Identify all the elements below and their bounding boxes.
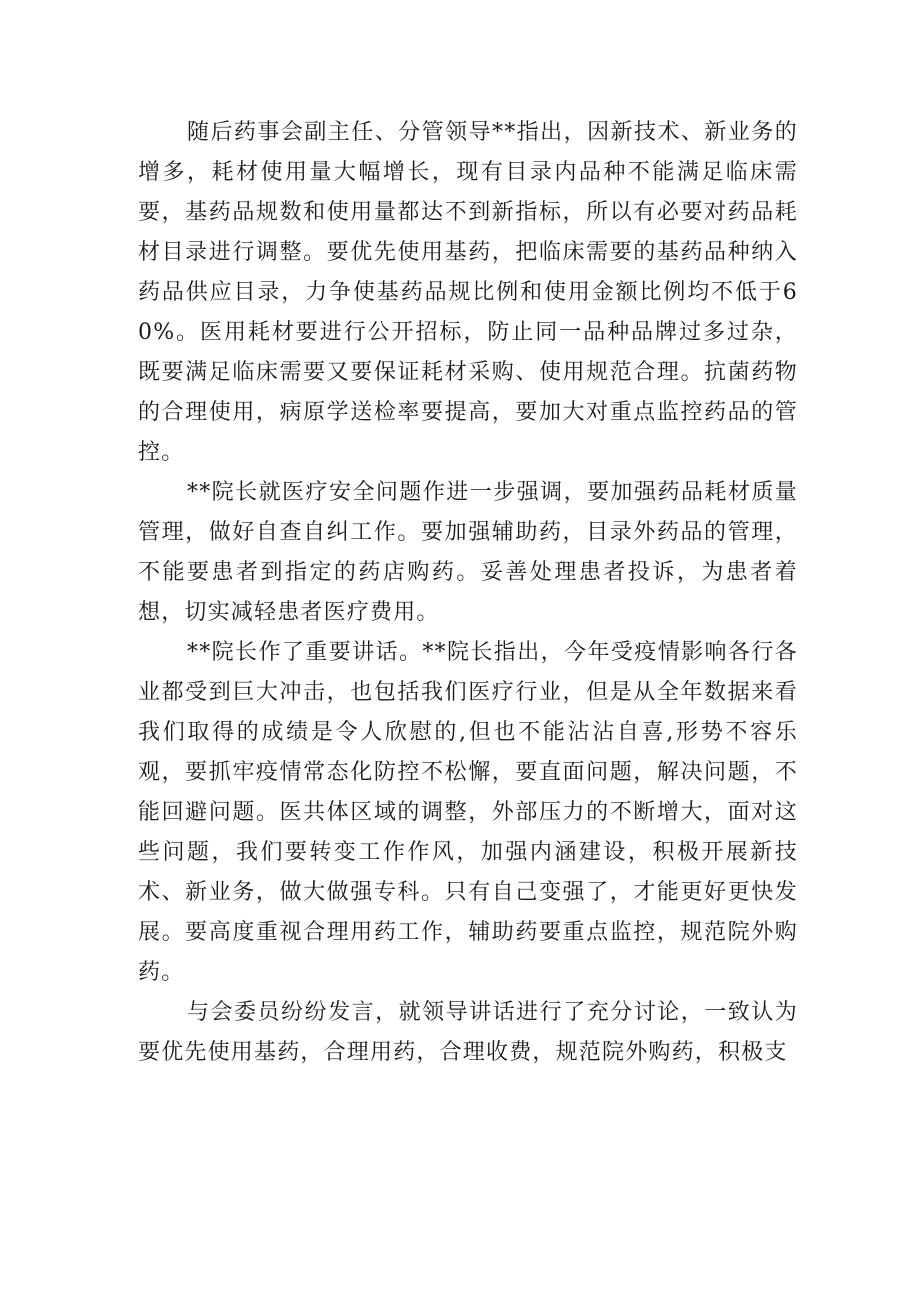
paragraph-medical-safety: **院长就医疗安全问题作进一步强调，要加强药品耗材质量管理，做好自查自纠工作。要加强辅助药，目录外药品的管理，不能要患者到指定的药店购药。妥善处理患者投诉，为患者着想，切实减轻患者医疗费用。 (138, 480, 798, 625)
paragraph-director-speech: **院长作了重要讲话。**院长指出，今年受疫情影响各行各业都受到巨大冲击，也包括我们医疗行业，但是从全年数据来看我们取得的成绩是令人欣慰的,但也不能沾沾自喜,形势不容乐观，要抓牢疫情常态化防控不松懈，要直面问题，解决问题，不能回避问题。医共体区域的调整，外部压力的不断增大，面对这些问题，我们要转变工作作风，加强内涵建设，积极开展新技术、新业务，做大做强专科。只有自己变强了，才能更好更快发展。要高度重视合理用药工作，辅助药要重点监控，规范院外购药。 (138, 640, 798, 985)
paragraph-pharmacy-committee: 随后药事会副主任、分管领导**指出，因新技术、新业务的增多，耗材使用量大幅增长，现有目录内品种不能满足临床需要，基药品规数和使用量都达不到新指标，所以有必要对药品耗材目录进行调整。要优先使用基药，把临床需要的基药品种纳入药品供应目录，力争使基药品规比例和使用金额比例均不低于60%。医用耗材要进行公开招标，防止同一品种品牌过多过杂，既要满足临床需要又要保证耗材采购、使用规范合理。抗菌药物的合理使用，病原学送检率要提高，要加大对重点监控药品的管控。 (138, 120, 798, 465)
document-body (138, 113, 798, 1073)
paragraph-committee-discussion: 与会委员纷纷发言，就领导讲话进行了充分讨论，一致认为要优先使用基药，合理用药，合理收费，规范院外购药，积极支 (138, 1000, 798, 1065)
